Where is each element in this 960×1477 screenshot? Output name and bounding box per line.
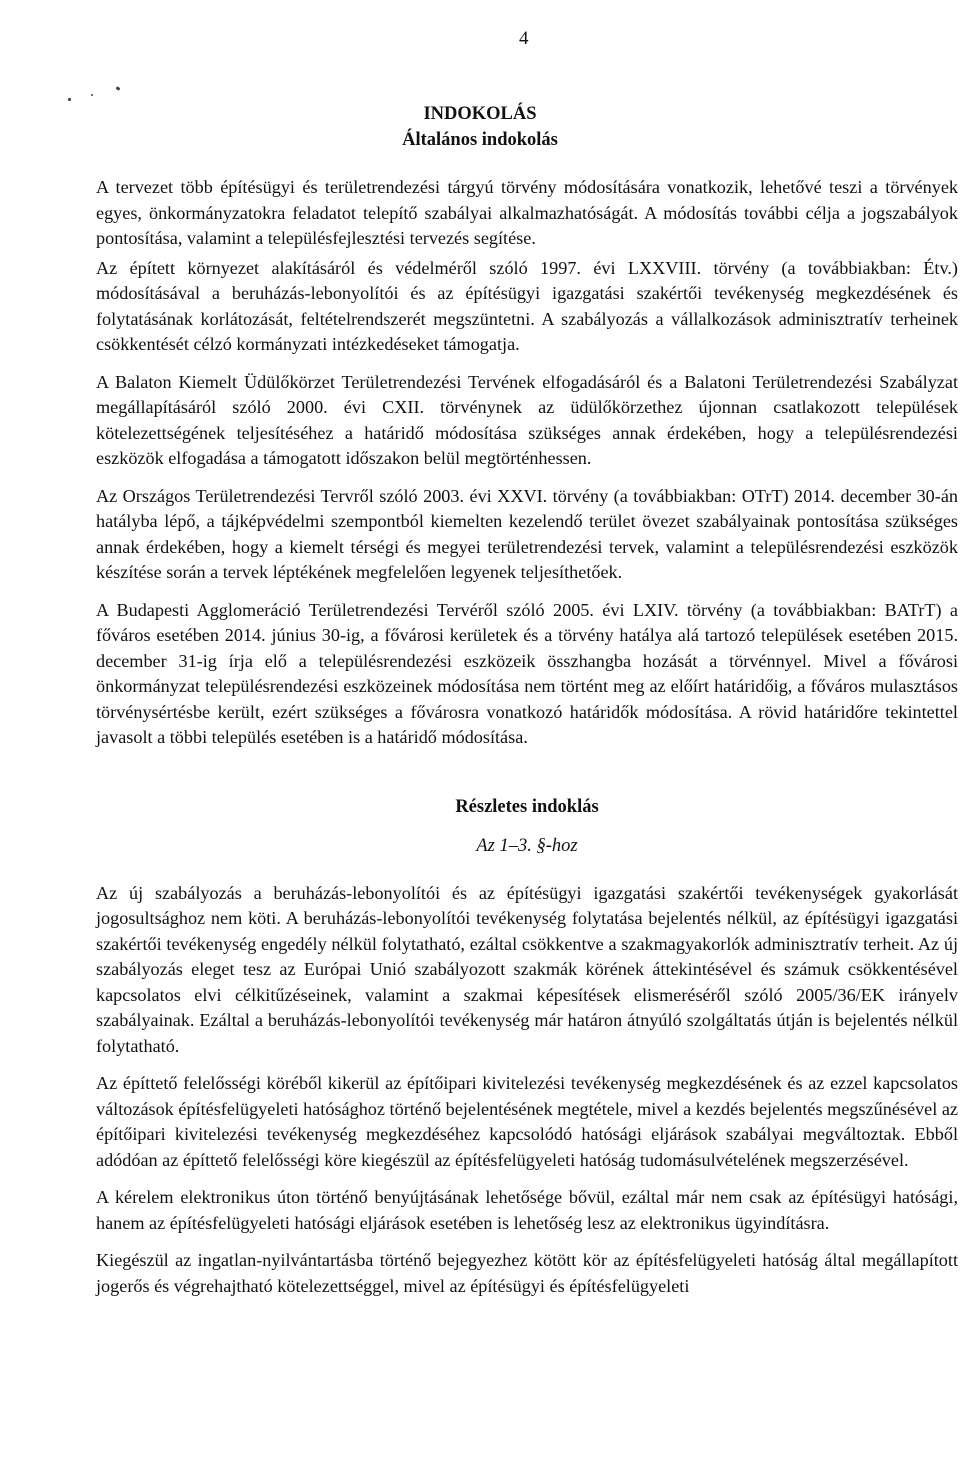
section-reference-heading: Az 1–3. §-hoz xyxy=(476,835,578,856)
paragraph: A tervezet több építésügyi és területrendezési tárgyú törvény módosítására vonatkozik, lehetővé teszi a törvények egyes, önkormányzatokra feladatot telepítő szabályai alkalmazhatóságát. A módosítás további célja a jogszabályok pontosítása, valamint a településfejlesztési tervezés segítése. xyxy=(96,177,958,248)
page-number: 4 xyxy=(519,28,529,49)
paragraph: A Budapesti Agglomeráció Területrendezési Tervéről szóló 2005. évi LXIV. törvény (a továbbiakban: BATrT) a főváros esetében 2014. június 30-ig, a fővárosi kerületek és a törvény hatálya alá tartozó települések esetében 2015. december 31-ig írja elő a településrendezési eszközeik összhangba hozását a törvénnyel. Mivel a fővárosi önkormányzat településrendezési eszközeinek módosítása nem történt meg az előírt határidőig, a főváros mulasztásos törvénysértésbe került, ezért szükséges a fővárosra vonatkozó határidők módosítása. A rövid határidőre tekintettel javasolt a többi település esetében is a határidő módosítása. xyxy=(96,599,958,747)
document-body xyxy=(96,175,958,1311)
paragraph: Az új szabályozás a beruházás-lebonyolítói és az építésügyi igazgatási szakértői tevékenységek gyakorlását jogosultsághoz nem köti. A beruházás-lebonyolítói tevékenység folytatása bejelentés nélkül, az építésügyi igazgatási szakértői tevékenység engedély nélkül folytatható, ezáltal csökkentve a szakmagyakorlók adminisztratív terheit. Az új szabályozás eleget tesz az Európai Unió szabályozott szakmák körének áttekintésével és számuk csökkentésével kapcsolatos elvi célkitűzéseinek, valamint a szakmai képesítések elismeréséről szóló 2005/36/EK irányelv szabályainak. Ezáltal a beruházás-lebonyolítói tevékenység már határon átnyúló szolgáltatás útján is bejelentés nélkül folytatható. xyxy=(96,882,958,1056)
general-justification-heading: Általános indokolás xyxy=(402,130,558,150)
document-title: INDOKOLÁS xyxy=(423,104,537,124)
paragraph: A kérelem elektronikus úton történő benyújtásának lehetősége bővül, ezáltal már nem csak az építésügyi hatósági, hanem az építésfelügyeleti hatósági eljárások esetében is lehetőség lesz az elektronikus ügyindításra. xyxy=(96,1187,958,1233)
paragraph: Kiegészül az ingatlan-nyilvántartásba történő bejegyezhez kötött kör az építésfelügyeleti hatóság által megállapított jogerős és végrehajtható kötelezettséggel, mivel az építésügyi és építésfelügyeleti xyxy=(96,1250,958,1296)
paragraph: Az épített környezet alakításáról és védelméről szóló 1997. évi LXXVIII. törvény (a továbbiakban: Étv.) módosításával a beruházás-lebonyolítói és az építésügyi igazgatási szakértői tevékenység megkezdésének és folytatásának korlátozását, feltételrendszerét megszüntetni. A szabályozás a vállalkozások adminisztratív terheinek csökkentését célzó kormányzati intézkedéseket támogatja. xyxy=(96,257,958,354)
paragraph: A Balaton Kiemelt Üdülőkörzet Területrendezési Tervének elfogadásáról és a Balatoni Területrendezési Szabályzat megállapításáról szóló 2000. évi CXII. törvénynek az üdülőkörzethez újonnan csatlakozott települések kötelezettségének teljesítéséhez a határidő módosítása szükséges annak érdekében, hogy a településrendezési eszközök elfogadása a támogatott időszakon belül megtörténhessen. xyxy=(96,371,958,468)
paragraph: Az Országos Területrendezési Tervről szóló 2003. évi XXVI. törvény (a továbbiakban: OTrT) 2014. december 30-án hatályba lépő, a tájképvédelmi szempontból kiemelten kezelendő terület övezet szabályainak pontosítása szükséges annak érdekében, hogy a kiemelt térségi és megyei területrendezési tervek, valamint a településrendezési eszközök készítése során a tervek léptékének megfelelően legyenek teljesíthetőek. xyxy=(96,485,958,582)
paragraph: Az építtető felelősségi köréből kikerül az építőipari kivitelezési tevékenység megkezdésének és az ezzel kapcsolatos változások építésfelügyeleti hatósághoz történő bejelentésének megtétele, mivel a kezdés bejelentés megszűnésével az építőipari kivitelezési tevékenység megkezdéséhez kapcsolódó hatósági eljárások szabályai megváltoztak. Ebből adódóan az építtető felelősségi köre kiegészül az építésfelügyeleti hatóság tudomásulvételének megszerzésével. xyxy=(96,1073,958,1170)
detailed-justification-heading: Részletes indoklás xyxy=(455,796,599,817)
